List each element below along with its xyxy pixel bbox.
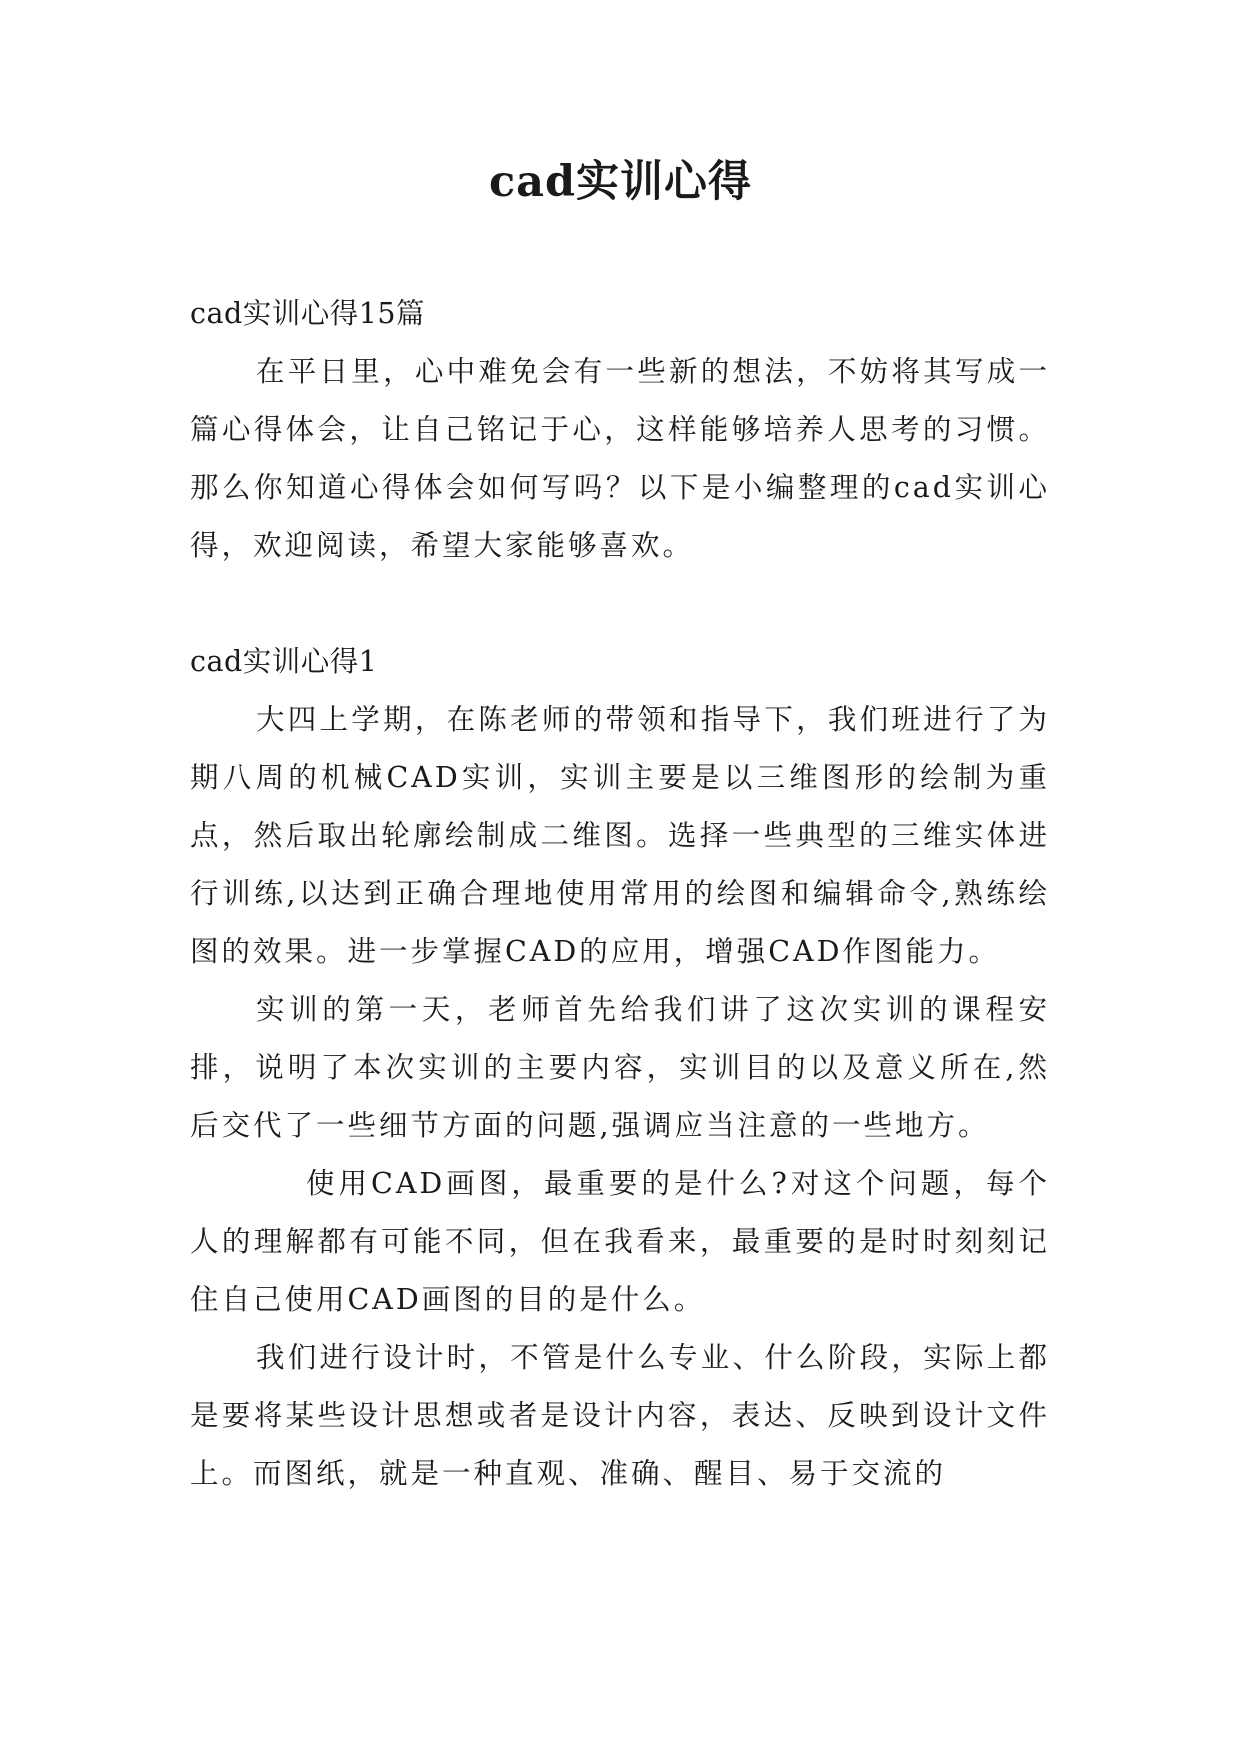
section-heading: cad实训心得15篇 bbox=[190, 297, 425, 330]
body-paragraph: 我们进行设计时，不管是什么专业、什么阶段，实际上都是要将某些设计思想或者是设计内容，表达、反映到设计文件上。而图纸，就是一种直观、准确、醒目、易于交流的 bbox=[190, 1341, 1050, 1490]
body-paragraph: 大四上学期，在陈老师的带领和指导下，我们班进行了为期八周的机械CAD实训，实训主要是以三维图形的绘制为重点，然后取出轮廓绘制成二维图。选择一些典型的三维实体进行训练,以达到正确合理地使用常用的绘图和编辑命令,熟练绘图的效果。进一步掌握CAD的应用，增强CAD作图能力。 bbox=[190, 703, 1050, 968]
body-paragraph: 实训的第一天，老师首先给我们讲了这次实训的课程安排，说明了本次实训的主要内容，实训目的以及意义所在,然后交代了一些细节方面的问题,强调应当注意的一些地方。 bbox=[190, 993, 1050, 1142]
section-divider-space bbox=[190, 575, 1050, 633]
intro-paragraph: 在平日里，心中难免会有一些新的想法，不妨将其写成一篇心得体会，让自己铭记于心，这样能够培养人思考的习惯。那么你知道心得体会如何写吗？以下是小编整理的cad实训心得，欢迎阅读，希望大家能够喜欢。 bbox=[190, 355, 1050, 562]
section-heading: cad实训心得1 bbox=[190, 645, 378, 678]
document-title: cad实训心得 bbox=[488, 157, 753, 207]
document-body bbox=[190, 285, 1050, 1503]
body-paragraph: 使用CAD画图，最重要的是什么?对这个问题，每个人的理解都有可能不同，但在我看来，最重要的是时时刻刻记住自己使用CAD画图的目的是什么。 bbox=[190, 1167, 1050, 1316]
